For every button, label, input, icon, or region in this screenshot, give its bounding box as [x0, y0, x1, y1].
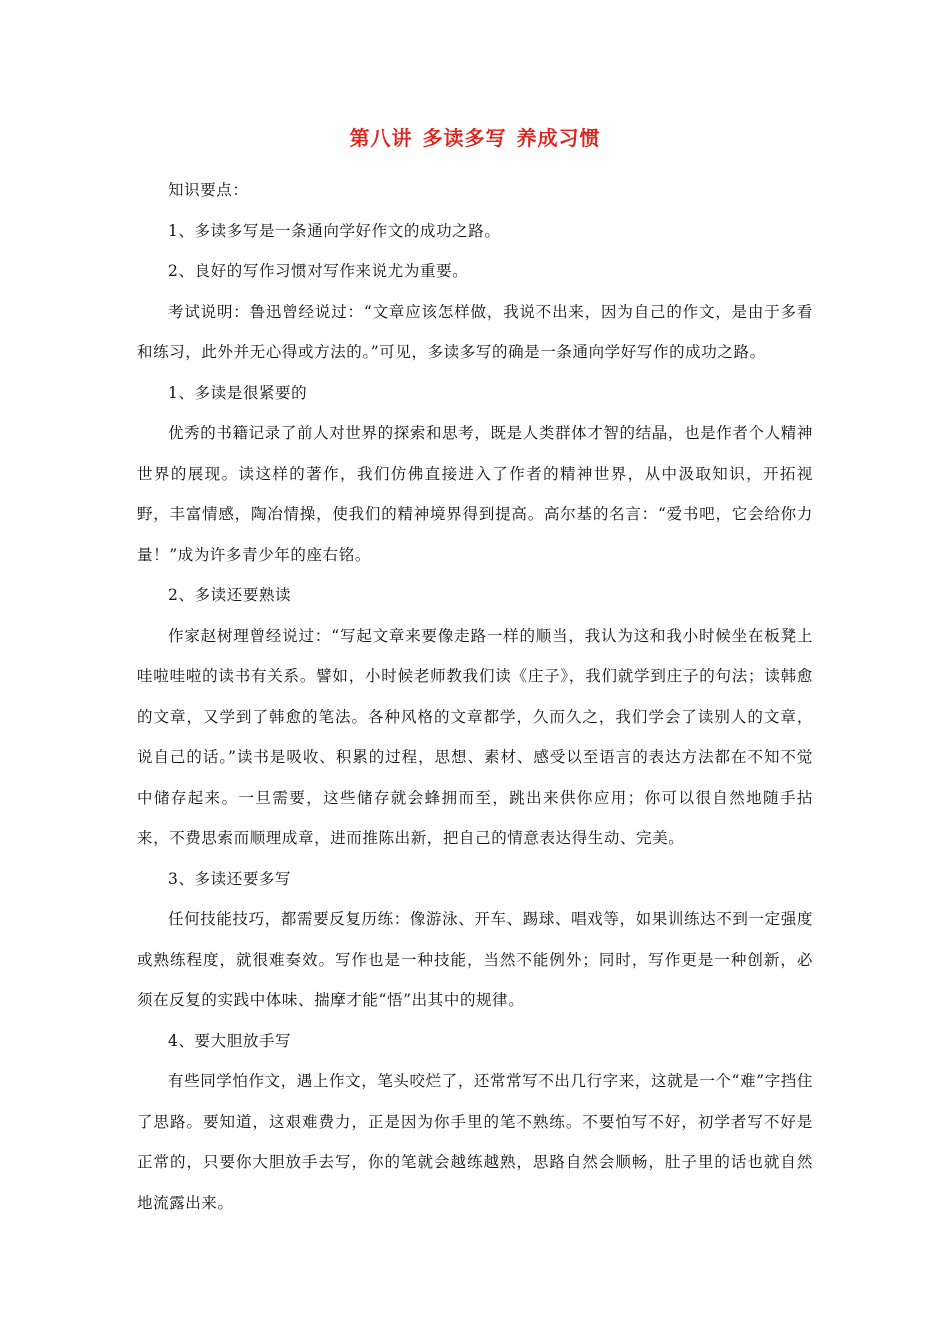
knowledge-points-heading: 知识要点：	[168, 181, 249, 199]
document-page	[137, 118, 813, 1223]
knowledge-point-1: 1、多读多写是一条通向学好作文的成功之路。	[168, 221, 501, 240]
exam-explanation: 考试说明：鲁迅曾经说过：“文章应该怎样做，我说不出来，因为自己的作文，是由于多看和练习，此外并无心得或方法的。”可见，多读多写的确是一条通向学好写作的成功之路。	[137, 302, 813, 361]
section-heading-4: 4、要大胆放手写	[168, 1031, 292, 1050]
section-body-3: 任何技能技巧，都需要反复历练：像游泳、开车、踢球、唱戏等，如果训练达不到一定强度或熟练程度，就很难奏效。写作也是一种技能，当然不能例外；同时，写作更是一种创新，必须在反复的实践中体味、揣摩才能“悟”出其中的规律。	[137, 910, 813, 1009]
section-body-1: 优秀的书籍记录了前人对世界的探索和思考，既是人类群体才智的结晶，也是作者个人精神世界的展现。读这样的著作，我们仿佛直接进入了作者的精神世界，从中汲取知识，开拓视野，丰富情感，陶冶情操，使我们的精神境界得到提高。高尔基的名言：“爱书吧，它会给你力量！”成为许多青少年的座右铭。	[137, 424, 813, 564]
section-body-2: 作家赵树理曾经说过：“写起文章来要像走路一样的顺当，我认为这和我小时候坐在板凳上哇啦哇啦的读书有关系。譬如，小时候老师教我们读《庄子》，我们就学到庄子的句法；读韩愈的文章，又学到了韩愈的笔法。各种风格的文章都学，久而久之，我们学会了读别人的文章，说自己的话。”读书是吸收、积累的过程，思想、素材、感受以至语言的表达方法都在不知不觉中储存起来。一旦需要，这些储存就会蜂拥而至，跳出来供你应用；你可以很自然地随手拈来，不费思索而顺理成章，进而推陈出新，把自己的情意表达得生动、完美。	[137, 626, 813, 847]
section-heading-1: 1、多读是很紧要的	[168, 383, 308, 402]
section-body-4: 有些同学怕作文，遇上作文，笔头咬烂了，还常常写不出几行字来，这就是一个“难”字挡住了思路。要知道，这艰难费力，正是因为你手里的笔不熟练。不要怕写不好，初学者写不好是正常的，只要你大胆放手去写，你的笔就会越练越熟，思路自然会顺畅，肚子里的话也就自然地流露出来。	[137, 1072, 813, 1212]
knowledge-point-2: 2、良好的写作习惯对写作来说尤为重要。	[168, 262, 469, 280]
section-heading-3: 3、多读还要多写	[168, 869, 292, 888]
document-title	[137, 118, 813, 158]
section-heading-2: 2、多读还要熟读	[168, 586, 292, 604]
title-part-lecture: 第八讲	[349, 126, 413, 150]
title-part-topic: 多读多写	[422, 126, 507, 150]
title-part-habit: 养成习惯	[516, 126, 601, 150]
